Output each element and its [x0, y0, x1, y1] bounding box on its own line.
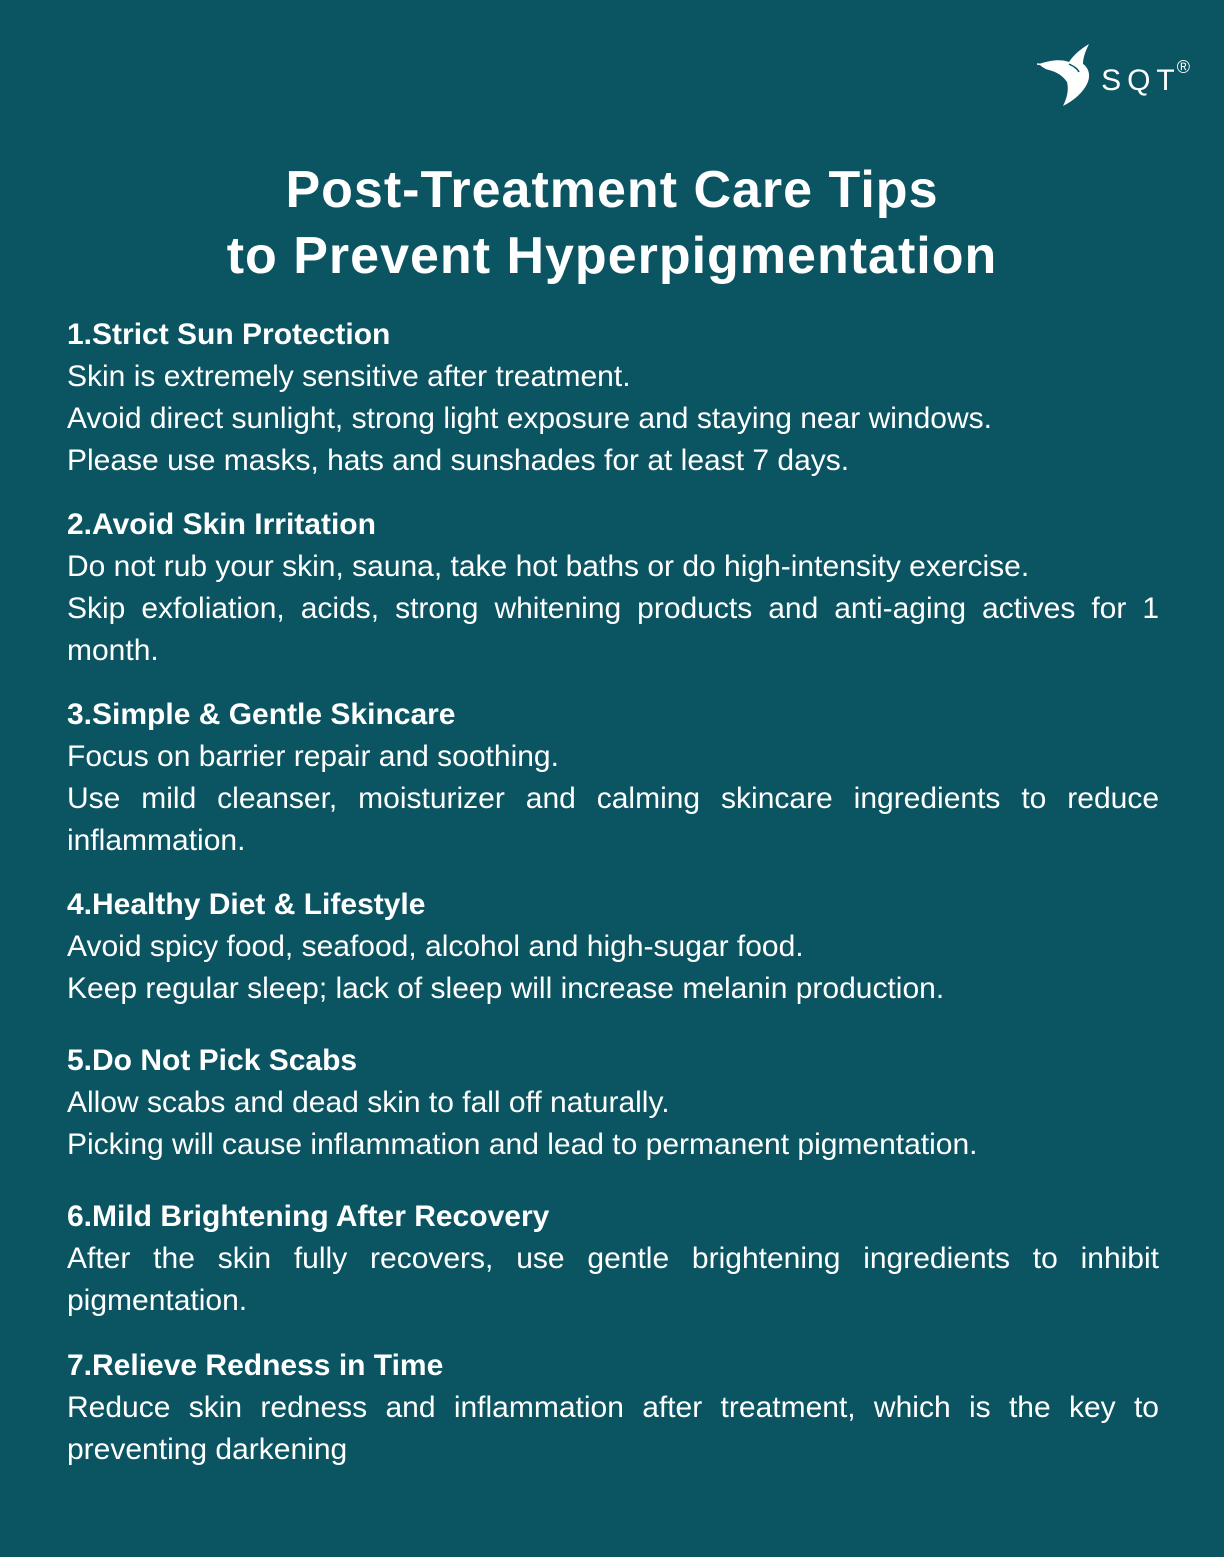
tip-6 [67, 1196, 1159, 1345]
tip-text: Skin is extremely sensitive after treatment. [67, 360, 631, 393]
tip-text: Do not rub your skin, sauna, take hot baths or do high-intensity exercise. [67, 550, 1030, 583]
hummingbird-icon [1037, 42, 1099, 108]
tip-text: Avoid direct sunlight, strong light exposure and staying near windows. [67, 402, 992, 435]
tip-heading: 4.Healthy Diet & Lifestyle [67, 888, 426, 921]
title-line-2: to Prevent Hyperpigmentation [226, 226, 998, 285]
tip-heading: 3.Simple & Gentle Skincare [67, 698, 456, 731]
tip-text: Use mild cleanser, moisturizer and calming skincare ingredients to reduce inflammation. [67, 782, 1159, 857]
tip-heading: 7.Relieve Redness in Time [67, 1349, 444, 1382]
tip-2 [67, 504, 1159, 694]
tip-1 [67, 314, 1159, 504]
title-line-1: Post-Treatment Care Tips [285, 160, 939, 219]
brand-logo [1037, 42, 1196, 108]
tip-4 [67, 884, 1159, 1040]
tip-text: Please use masks, hats and sunshades for at least 7 days. [67, 444, 850, 477]
tip-text: Reduce skin redness and inflammation after treatment, which is the key to preventing darkening [67, 1391, 1159, 1466]
registered-mark: ® [1176, 56, 1196, 77]
tip-text: Focus on barrier repair and soothing. [67, 740, 559, 773]
tip-heading: 2.Avoid Skin Irritation [67, 508, 376, 541]
brand-name: SQT® [1101, 56, 1196, 97]
page-title [0, 157, 1224, 289]
tip-text: Picking will cause inflammation and lead to permanent pigmentation. [67, 1128, 978, 1161]
tip-heading: 1.Strict Sun Protection [67, 318, 391, 351]
tip-5 [67, 1040, 1159, 1196]
tip-text: Allow scabs and dead skin to fall off naturally. [67, 1086, 670, 1119]
tip-text: Skip exfoliation, acids, strong whitening products and anti-aging actives for 1 month. [67, 592, 1159, 667]
tip-text: After the skin fully recovers, use gentle brightening ingredients to inhibit pigmentation. [67, 1242, 1159, 1317]
tip-heading: 5.Do Not Pick Scabs [67, 1044, 358, 1077]
tip-7 [67, 1345, 1159, 1471]
tip-text: Avoid spicy food, seafood, alcohol and high-sugar food. [67, 930, 804, 963]
tip-text: Keep regular sleep; lack of sleep will increase melanin production. [67, 972, 945, 1005]
tip-3 [67, 694, 1159, 884]
tips-list [67, 314, 1159, 1471]
tip-heading: 6.Mild Brightening After Recovery [67, 1200, 550, 1233]
